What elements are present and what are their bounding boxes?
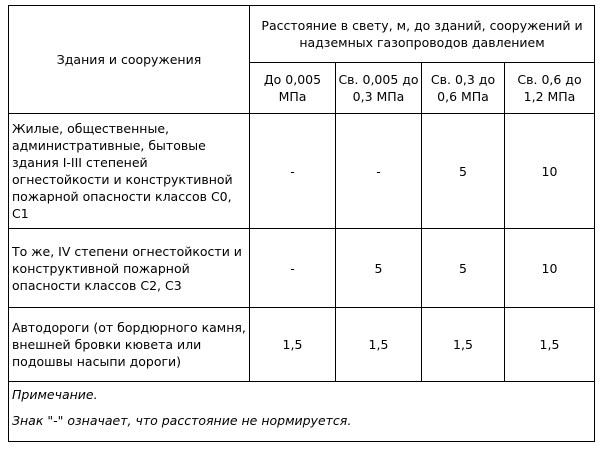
row-value: 5 xyxy=(422,229,505,308)
row-value: 1,5 xyxy=(505,308,595,382)
header-col-2: Св. 0,005 до 0,3 МПа xyxy=(336,63,422,114)
row-value: 5 xyxy=(336,229,422,308)
row-name: Автодороги (от бордюрного камня, внешней бровки кювета или подошвы насыпи дороги) xyxy=(9,308,250,382)
row-value: 10 xyxy=(505,114,595,229)
note-row xyxy=(9,382,595,442)
row-value: 1,5 xyxy=(336,308,422,382)
gas-pipeline-distance-table xyxy=(8,5,595,442)
header-buildings: Здания и сооружения xyxy=(9,6,250,114)
row-value: 1,5 xyxy=(250,308,336,382)
row-value: 5 xyxy=(422,114,505,229)
row-name: Жилые, общественные, административные, бытовые здания I-III степеней огнестойкости и конструктивной пожарной опасности классов С0, С1 xyxy=(9,114,250,229)
table-row xyxy=(9,114,595,229)
header-col-1: До 0,005 МПа xyxy=(250,63,336,114)
row-value: - xyxy=(250,114,336,229)
header-row xyxy=(9,6,595,63)
note-cell xyxy=(9,382,595,442)
table-row xyxy=(9,308,595,382)
note-title: Примечание. xyxy=(12,387,98,402)
row-value: 10 xyxy=(505,229,595,308)
header-distance-group: Расстояние в свету, м, до зданий, сооружений и надземных газопроводов давлением xyxy=(250,6,595,63)
note-text: Знак "-" означает, что расстояние не нормируется. xyxy=(12,413,352,428)
header-col-3: Св. 0,3 до 0,6 МПа xyxy=(422,63,505,114)
table-row xyxy=(9,229,595,308)
header-col-4: Св. 0,6 до 1,2 МПа xyxy=(505,63,595,114)
row-value: 1,5 xyxy=(422,308,505,382)
row-name: То же, IV степени огнестойкости и конструктивной пожарной опасности классов С2, С3 xyxy=(9,229,250,308)
row-value: - xyxy=(250,229,336,308)
row-value: - xyxy=(336,114,422,229)
